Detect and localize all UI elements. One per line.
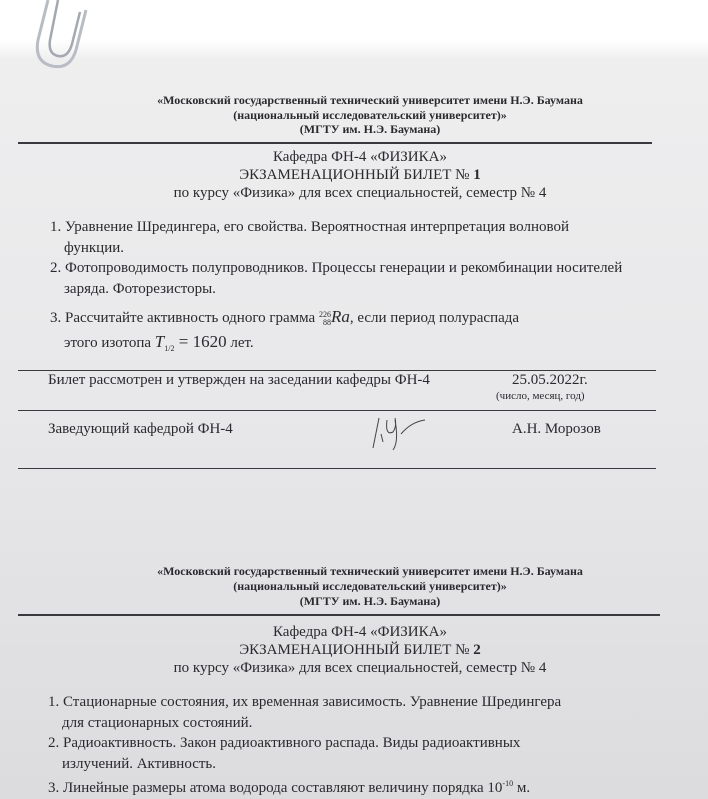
question-3 — [48, 779, 530, 797]
ticket-title-text: ЭКЗАМЕНАЦИОННЫЙ БИЛЕТ № — [239, 167, 470, 183]
divider — [18, 468, 656, 469]
q3-text: 3. Рассчитайте активность одного грамма — [50, 310, 316, 326]
course: по курсу «Физика» для всех специальностей, семестр № 4 — [173, 185, 547, 201]
signature — [365, 412, 435, 452]
ticket-title-text: ЭКЗАМЕНАЦИОННЫЙ БИЛЕТ № — [239, 642, 470, 658]
question-1-cont: для стационарных состояний. — [62, 715, 253, 731]
paperclip-icon — [28, 0, 88, 80]
question-2: 2. Фотопроводимость полупроводников. Процессы генерации и рекомбинации носителей — [50, 260, 623, 276]
university-line: «Московский государственный технический университет имени Н.Э. Баумана — [157, 564, 583, 578]
element: Ra — [330, 307, 350, 326]
ticket-title — [0, 642, 708, 659]
university-line: «Московский государственный технический университет имени Н.Э. Баумана — [157, 93, 583, 107]
department: Кафедра ФН-4 «ФИЗИКА» — [273, 149, 447, 165]
atomic-number: 88 — [322, 317, 331, 327]
head-name: А.Н. Морозов — [512, 421, 601, 437]
course: по курсу «Физика» для всех специальностей, семестр № 4 — [173, 660, 547, 676]
half-life-symbol: T — [154, 332, 165, 351]
university-line: (национальный исследовательский университет)» — [233, 579, 507, 593]
university-line: (национальный исследовательский университет)» — [233, 108, 507, 122]
q3-text-b: , если период полураспада — [349, 310, 520, 326]
date-hint: (число, месяц, год) — [496, 390, 585, 402]
university-line: (МГТУ им. Н.Э. Баумана) — [299, 122, 441, 136]
approval-date: 25.05.2022г. — [512, 372, 588, 388]
question-1: 1. Стационарные состояния, их временная зависимость. Уравнение Шредингера — [48, 694, 562, 710]
approval-text: Билет рассмотрен и утвержден на заседании кафедры ФН-4 — [48, 372, 430, 388]
q3-unit: м. — [513, 780, 531, 796]
q3-text-c: этого изотопа — [64, 335, 152, 351]
half-life-sub: 1/2 — [164, 344, 175, 353]
q3-text-d: лет. — [230, 335, 254, 351]
question-3-cont — [64, 332, 254, 353]
question-1: 1. Уравнение Шредингера, его свойства. Вероятностная интерпретация волновой — [50, 219, 569, 235]
question-3 — [50, 307, 519, 327]
head-label: Заведующий кафедрой ФН-4 — [48, 421, 233, 437]
ticket-title — [0, 167, 708, 184]
university-line: (МГТУ им. Н.Э. Баумана) — [299, 594, 441, 608]
divider — [18, 614, 660, 616]
question-2-cont: излучений. Активность. — [62, 756, 217, 772]
question-1-cont: функции. — [64, 240, 124, 256]
half-life-value: = 1620 — [174, 332, 227, 351]
department: Кафедра ФН-4 «ФИЗИКА» — [273, 624, 447, 640]
question-2: 2. Радиоактивность. Закон радиоактивного распада. Виды радиоактивных — [48, 735, 521, 751]
ticket-number: 2 — [473, 642, 481, 658]
divider — [18, 410, 656, 411]
question-2-cont: заряда. Фоторезисторы. — [64, 281, 216, 297]
divider — [18, 142, 652, 144]
q3-text: 3. Линейные размеры атома водорода составляют величину порядка 10 — [48, 780, 503, 796]
mass-number: 226 — [318, 309, 331, 319]
ticket-number: 1 — [473, 167, 481, 183]
divider — [18, 370, 656, 371]
exponent: -10 — [502, 779, 514, 788]
